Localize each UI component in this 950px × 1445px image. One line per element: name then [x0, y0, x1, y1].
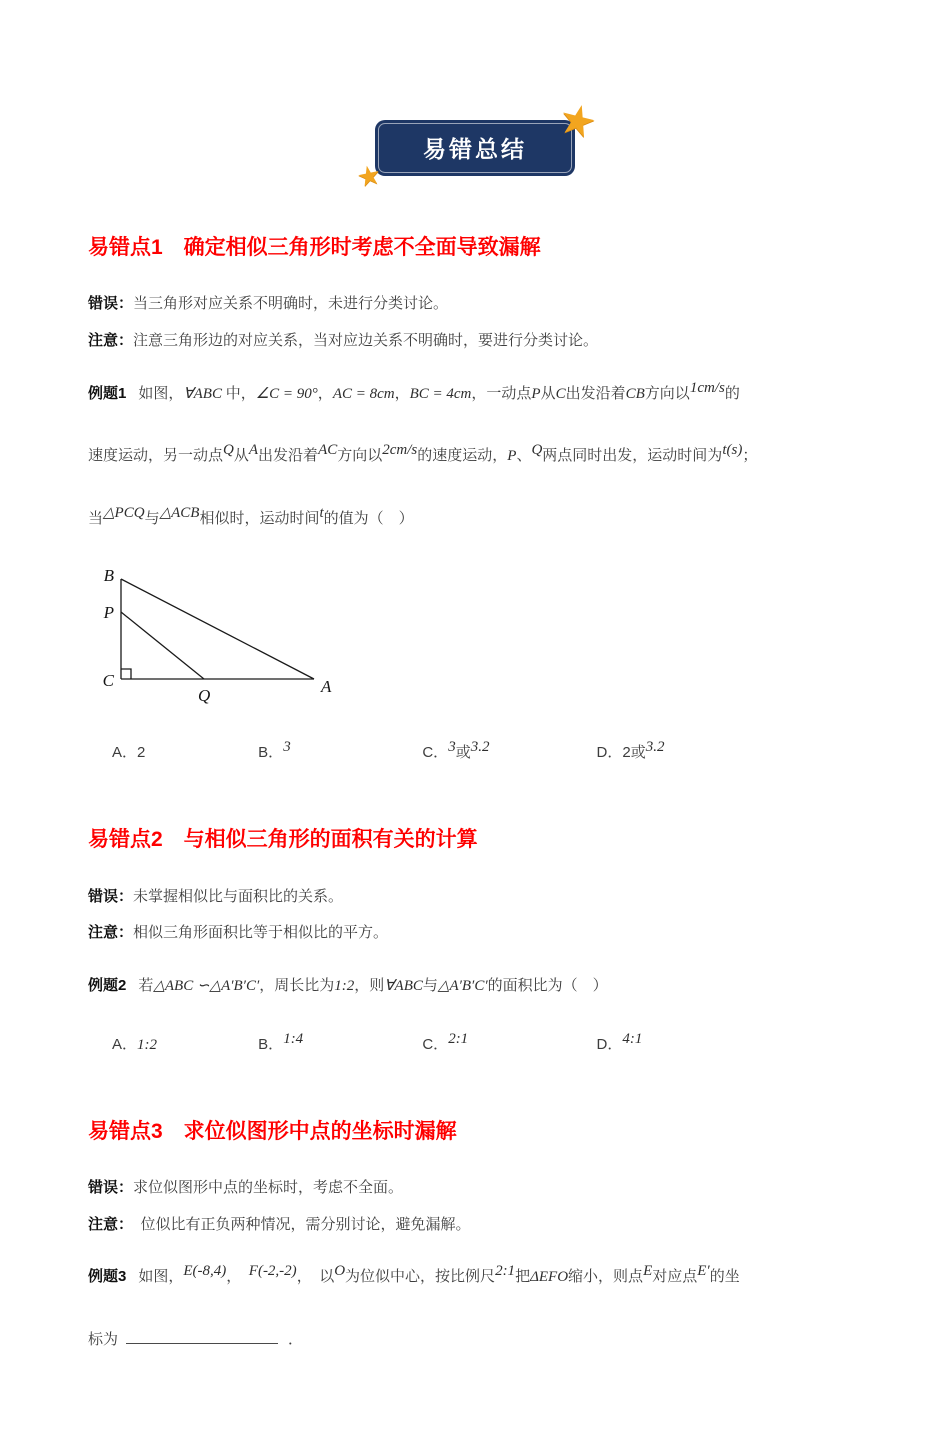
figure-label-q: Q [198, 686, 211, 706]
answer-prefix: 标为 [88, 1330, 119, 1348]
error-text: 当三角形对应关系不明确时，未进行分类讨论。 [133, 295, 449, 313]
option-1-c: C．3或3.2 [422, 739, 490, 762]
banner-title: 易错总结 [423, 136, 527, 162]
section-3-heading: 易错点3 求位似图形中点的坐标时漏解 [88, 1119, 457, 1143]
section-3-note-line [88, 1214, 862, 1236]
error-label: 错误： [88, 1178, 134, 1196]
right-angle-mark [121, 669, 131, 679]
example-1-line-1 [88, 378, 862, 411]
banner [354, 93, 603, 194]
section-3-error-line [88, 1177, 862, 1199]
section-1-note-line [88, 330, 862, 352]
option-2-d: D．4:1 [596, 1030, 643, 1053]
note-text: 注意三角形边的对应关系，当对应边关系不明确时，要进行分类讨论。 [133, 332, 599, 350]
options-row-1 [112, 741, 862, 762]
option-1-a: A．2 [112, 744, 146, 762]
section-2 [88, 826, 862, 1053]
error-text: 求位似图形中点的坐标时，考虑不全面。 [133, 1178, 404, 1196]
section-3 [88, 1118, 862, 1356]
option-2-b: B．1:4 [258, 1030, 304, 1053]
options-row-2 [112, 1030, 862, 1054]
answer-line [88, 1324, 862, 1356]
option-1-b: B．3 [258, 739, 291, 762]
star-icon-bottom: ★ [354, 158, 384, 194]
section-1-heading: 易错点1 确定相似三角形时考虑不全面导致漏解 [88, 236, 541, 259]
option-1-d: D．2或3.2 [596, 739, 665, 762]
figure-label-c: C [102, 671, 114, 691]
triangle-svg [94, 565, 344, 707]
section-2-note-line [88, 922, 862, 944]
example-1-line-3: 当△PCQ与△ACB相似时，运动时间t的值为（ ） [88, 504, 414, 527]
section-2-heading: 易错点2 与相似三角形的面积有关的计算 [88, 828, 478, 852]
error-label: 错误： [88, 295, 134, 313]
example-2-text-1: 若△ABC ∽△A′B′C′，周长比为1:2，则∀ABC与△A′B′C′的面积比为（ ） [138, 977, 608, 995]
option-2-a: A．1:2 [112, 1035, 158, 1053]
example-3-text-1: 如图，E(-8,4)， F(-2,-2)， 以O为位似中心，按比例尺2:1把ΔEFO缩小，则点E对应点E′的坐 [138, 1263, 740, 1286]
note-label: 注意： [88, 332, 134, 350]
banner-box [375, 120, 575, 176]
figure-label-b: B [103, 566, 114, 586]
document-content [0, 234, 950, 1445]
section-2-error-line [88, 886, 862, 908]
figure-label-a: A [321, 677, 332, 697]
example-2-label: 例题2 [88, 977, 127, 995]
example-3-label: 例题3 [88, 1268, 127, 1286]
answer-blank [126, 1329, 278, 1344]
note-text: 相似三角形面积比等于相似比的平方。 [133, 924, 389, 942]
example-3-line-1 [88, 1261, 862, 1294]
note-label: 注意： [88, 1215, 126, 1233]
note-text: 位似比有正负两种情况，需分别讨论，避免漏解。 [125, 1215, 471, 1233]
star-icon-top: ★ [554, 93, 603, 148]
example-1-line-2: 速度运动，另一动点Q从A出发沿着AC方向以2cm/s的速度运动，P、Q两点同时出发，运动时间为t(s)； [88, 442, 758, 465]
example-1-label: 例题1 [88, 384, 127, 402]
answer-suffix: ． [288, 1330, 304, 1348]
example-1-text-1: 如图，∀ABC 中，∠C = 90°，AC = 8cm，BC = 4cm，一动点P从C出发沿着CB方向以1cm/s的 [138, 379, 740, 402]
example-2-line-1 [88, 970, 862, 1003]
note-label: 注意： [88, 924, 134, 942]
option-2-c: C．2:1 [422, 1030, 469, 1053]
section-1-error-line [88, 293, 862, 315]
figure-label-p: P [103, 603, 114, 623]
triangle-figure [94, 565, 862, 711]
triangle-lines [121, 579, 314, 679]
section-1 [88, 234, 862, 762]
error-label: 错误： [88, 887, 134, 905]
error-text: 未掌握相似比与面积比的关系。 [133, 887, 344, 905]
